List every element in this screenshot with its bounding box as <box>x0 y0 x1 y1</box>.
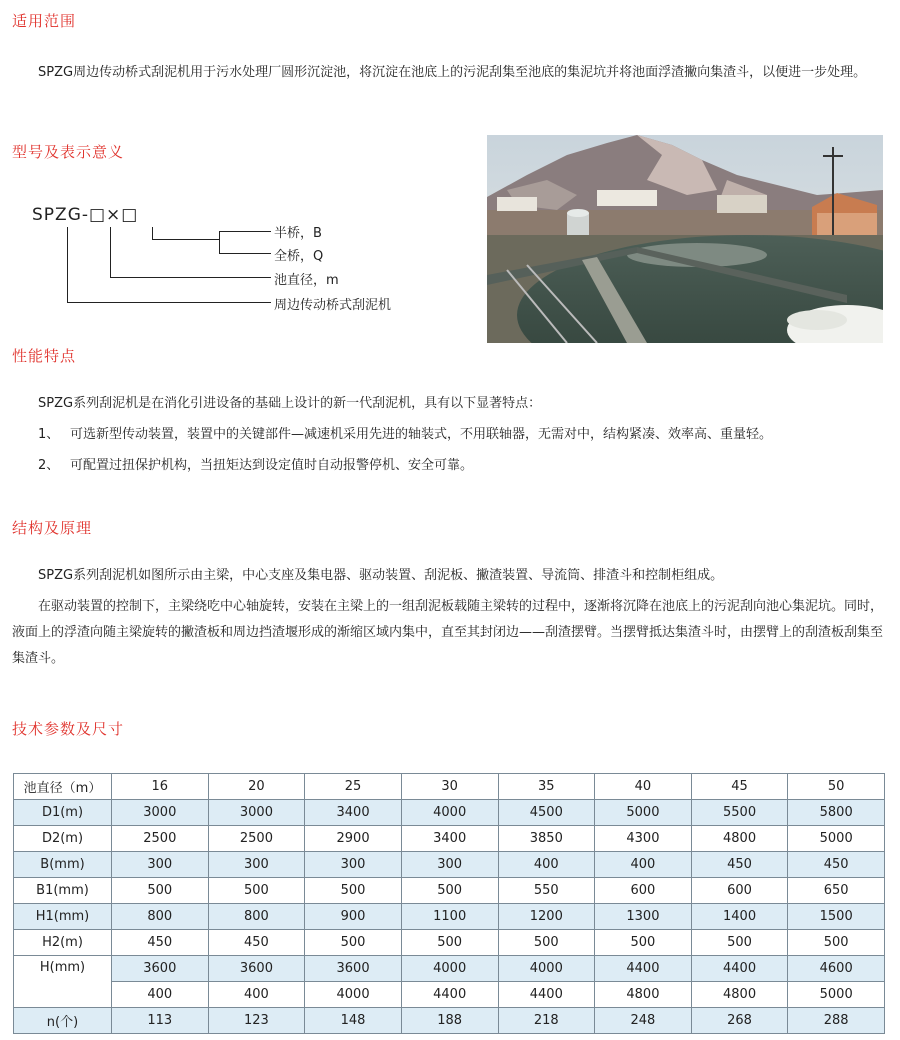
table-row <box>14 982 885 1008</box>
table-cell: 400 <box>112 982 209 1008</box>
table-row <box>14 930 885 956</box>
table-header-row <box>14 774 885 800</box>
table-cell: 800 <box>208 904 305 930</box>
table-cell: n(个) <box>14 1008 112 1034</box>
table-cell: 500 <box>401 930 498 956</box>
table-cell: 25 <box>305 774 402 800</box>
table-cell: 3000 <box>112 800 209 826</box>
table-cell: 500 <box>208 878 305 904</box>
scope-text: SPZG周边传动桥式刮泥机用于污水处理厂圆形沉淀池，将沉淀在池底上的污泥刮集至池底的集泥坑并将池面浮渣撇向集渣斗，以便进一步处理。 <box>38 65 867 80</box>
table-cell: 50 <box>788 774 885 800</box>
table-row <box>14 852 885 878</box>
table-cell: B1(mm) <box>14 878 112 904</box>
table-cell: 600 <box>595 878 692 904</box>
table-cell: 300 <box>401 852 498 878</box>
table-cell: 2500 <box>112 826 209 852</box>
table-cell: 650 <box>788 878 885 904</box>
table-row <box>14 826 885 852</box>
section-heading-specs: 技术参数及尺寸 <box>12 720 125 738</box>
clarifier-photo <box>487 135 883 343</box>
model-label-type: 周边传动桥式刮泥机 <box>274 298 392 313</box>
table-row <box>14 956 885 982</box>
table-cell: 500 <box>305 930 402 956</box>
feature-item-1-number: 1、 <box>38 427 60 442</box>
table-cell: 5800 <box>788 800 885 826</box>
table-cell: 500 <box>595 930 692 956</box>
table-cell: D1(m) <box>14 800 112 826</box>
table-cell: 5000 <box>788 982 885 1008</box>
table-row <box>14 1008 885 1034</box>
table-cell: 5000 <box>788 826 885 852</box>
table-cell: 4400 <box>401 982 498 1008</box>
table-cell: 20 <box>208 774 305 800</box>
structure-p1: SPZG系列刮泥机如图所示由主梁，中心支座及集电器、驱动装置、刮泥板、撇渣装置、导流筒、排渣斗和控制柜组成。 <box>38 568 724 583</box>
table-cell: 5000 <box>595 800 692 826</box>
table-cell: 500 <box>305 878 402 904</box>
table-cell: 3600 <box>208 956 305 982</box>
table-cell: 4500 <box>498 800 595 826</box>
table-cell: H2(m) <box>14 930 112 956</box>
table-cell: 4400 <box>498 982 595 1008</box>
table-cell: 450 <box>208 930 305 956</box>
table-cell: H(mm) <box>14 956 112 1008</box>
table-cell: 45 <box>691 774 788 800</box>
model-label-half-bridge: 半桥，B <box>274 226 322 241</box>
table-cell: 500 <box>498 930 595 956</box>
table-cell: 2900 <box>305 826 402 852</box>
table-cell: 400 <box>498 852 595 878</box>
table-cell: 450 <box>691 852 788 878</box>
table-cell: 500 <box>112 878 209 904</box>
table-cell: 3400 <box>401 826 498 852</box>
table-cell: 450 <box>112 930 209 956</box>
table-cell: 池直径（m） <box>14 774 112 800</box>
feature-item-2-number: 2、 <box>38 458 60 473</box>
table-cell: 5500 <box>691 800 788 826</box>
table-cell: 16 <box>112 774 209 800</box>
table-cell: 148 <box>305 1008 402 1034</box>
table-cell: 1100 <box>401 904 498 930</box>
table-cell: 3600 <box>305 956 402 982</box>
table-cell: 288 <box>788 1008 885 1034</box>
table-cell: 4000 <box>498 956 595 982</box>
table-row <box>14 904 885 930</box>
table-cell: 113 <box>112 1008 209 1034</box>
table-cell: 1200 <box>498 904 595 930</box>
table-cell: 500 <box>788 930 885 956</box>
table-cell: H1(mm) <box>14 904 112 930</box>
table-cell: 4800 <box>691 982 788 1008</box>
section-heading-scope: 适用范围 <box>12 12 77 30</box>
table-cell: 188 <box>401 1008 498 1034</box>
table-cell: 2500 <box>208 826 305 852</box>
table-row <box>14 800 885 826</box>
table-cell: 268 <box>691 1008 788 1034</box>
table-cell: 3850 <box>498 826 595 852</box>
table-cell: 4800 <box>691 826 788 852</box>
table-cell: 4300 <box>595 826 692 852</box>
table-cell: 450 <box>788 852 885 878</box>
feature-item-1-text: 可选新型传动装置，装置中的关键部件—减速机采用先进的轴装式，不用联轴器，无需对中，结构紧凑、效率高、重量轻。 <box>70 427 773 442</box>
section-heading-model: 型号及表示意义 <box>12 143 125 161</box>
spec-table <box>13 773 885 1034</box>
table-cell: 300 <box>112 852 209 878</box>
table-cell: 4000 <box>401 956 498 982</box>
table-cell: 4000 <box>401 800 498 826</box>
model-label-diameter: 池直径，m <box>274 273 339 288</box>
features-intro: SPZG系列刮泥机是在消化引进设备的基础上设计的新一代刮泥机，具有以下显著特点： <box>38 396 542 411</box>
table-cell: 3600 <box>112 956 209 982</box>
feature-item-2-text: 可配置过扭保护机构，当扭矩达到设定值时自动报警停机、安全可靠。 <box>70 458 474 473</box>
table-cell: 1400 <box>691 904 788 930</box>
section-heading-structure: 结构及原理 <box>12 519 93 537</box>
table-cell: 248 <box>595 1008 692 1034</box>
table-cell: 500 <box>691 930 788 956</box>
table-cell: 123 <box>208 1008 305 1034</box>
table-cell: 1300 <box>595 904 692 930</box>
model-label-full-bridge: 全桥，Q <box>274 249 324 264</box>
table-cell: 500 <box>401 878 498 904</box>
structure-p2: 在驱动装置的控制下，主梁绕吃中心轴旋转，安装在主梁上的一组刮泥板载随主梁转的过程中，逐渐将沉降在池底上的污泥刮向池心集泥坑。同时，液面上的浮渣向随主梁旋转的撇渣板和周边挡渣堰形成的渐缩区域内集中，直至其封闭边——刮渣摆臂。当摆臂抵达集渣斗时，由摆臂上的刮渣板刮集至集渣斗。 <box>12 599 884 666</box>
table-cell: 300 <box>305 852 402 878</box>
table-cell: 600 <box>691 878 788 904</box>
table-cell: 4400 <box>691 956 788 982</box>
table-cell: 3000 <box>208 800 305 826</box>
table-row <box>14 878 885 904</box>
table-cell: 4000 <box>305 982 402 1008</box>
table-cell: 35 <box>498 774 595 800</box>
table-cell: 300 <box>208 852 305 878</box>
table-cell: 40 <box>595 774 692 800</box>
table-cell: 1500 <box>788 904 885 930</box>
table-cell: D2(m) <box>14 826 112 852</box>
model-code: SPZG-□×□ <box>32 205 139 225</box>
table-cell: 218 <box>498 1008 595 1034</box>
table-cell: 400 <box>595 852 692 878</box>
table-cell: 400 <box>208 982 305 1008</box>
table-cell: B(mm) <box>14 852 112 878</box>
table-cell: 4400 <box>595 956 692 982</box>
table-cell: 4600 <box>788 956 885 982</box>
table-cell: 4800 <box>595 982 692 1008</box>
table-cell: 30 <box>401 774 498 800</box>
table-cell: 550 <box>498 878 595 904</box>
table-cell: 3400 <box>305 800 402 826</box>
table-cell: 800 <box>112 904 209 930</box>
table-cell: 900 <box>305 904 402 930</box>
section-heading-features: 性能特点 <box>12 347 77 365</box>
